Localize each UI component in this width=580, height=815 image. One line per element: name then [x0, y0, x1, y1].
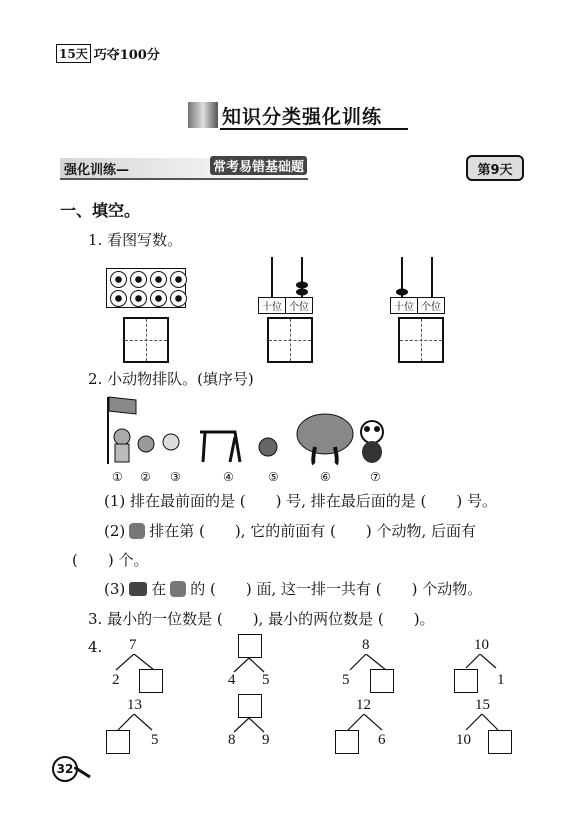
place-value-labels — [390, 297, 445, 314]
tree-branches — [228, 658, 288, 678]
q1-label: 1. 看图写数。 — [88, 231, 183, 249]
tree-top-number: 8 — [362, 637, 370, 653]
position-label: ④ — [223, 470, 234, 484]
answer-box[interactable] — [139, 669, 163, 693]
squirrel-icon — [170, 581, 186, 597]
page-number: 32 — [52, 756, 78, 782]
q2-sub2-text: 排在第 ( ), 它的前面有 ( ) 个动物, 后面有 — [149, 522, 477, 540]
answer-box[interactable] — [238, 694, 262, 718]
answer-box[interactable] — [488, 730, 512, 754]
soccer-ball-icon — [110, 290, 127, 307]
books-icon — [188, 102, 218, 128]
goat-icon — [129, 582, 147, 596]
position-label: ① — [112, 470, 123, 484]
position-label: ⑦ — [370, 470, 381, 484]
soccer-ball-icon — [150, 290, 167, 307]
answer-box[interactable] — [238, 634, 262, 658]
answer-box[interactable] — [454, 669, 478, 693]
answer-grid[interactable] — [123, 317, 169, 363]
brand-days: 15天 — [56, 44, 91, 63]
q2-sub3-index: (3) — [104, 579, 126, 598]
tree-left-number: 2 — [112, 672, 120, 688]
q2-sub2-index: (2) — [104, 521, 126, 540]
soccer-ball-icon — [170, 271, 187, 288]
q2-sub3 — [104, 578, 482, 599]
tree-left-number: 8 — [228, 732, 236, 748]
tree-top-number: 12 — [356, 697, 371, 713]
tree-right-number: 1 — [497, 672, 505, 688]
topic-band — [60, 158, 308, 180]
tree-top-number: 10 — [474, 637, 489, 653]
soccer-ball-icon — [130, 271, 147, 288]
magnifier-handle-icon — [74, 767, 94, 779]
tree-left-number: 5 — [342, 672, 350, 688]
position-label: ② — [140, 470, 151, 484]
squirrel-icon — [129, 523, 145, 539]
answer-box[interactable] — [106, 730, 130, 754]
tree-right-number: 6 — [378, 732, 386, 748]
q2-sub2-cont: ( ) 个。 — [72, 551, 149, 569]
q3-label: 3. 最小的一位数是 ( ), 最小的两位数是 ( )。 — [88, 610, 435, 628]
answer-box[interactable] — [335, 730, 359, 754]
brand-header — [56, 44, 160, 63]
position-label: ③ — [170, 470, 181, 484]
soccer-ball-icon — [150, 271, 167, 288]
position-label: ⑥ — [320, 470, 331, 484]
q4-label: 4. — [88, 638, 103, 656]
soccer-ball-icon — [170, 290, 187, 307]
tree-right-number: 5 — [262, 672, 270, 688]
day-badge: 第9天 — [466, 155, 524, 181]
q2-sub3-in: 在 — [151, 580, 167, 598]
tree-right-number: 9 — [262, 732, 270, 748]
tens-label: 十位 — [259, 298, 286, 313]
q2-sub2 — [104, 520, 476, 541]
answer-grid[interactable] — [398, 317, 444, 363]
tree-left-number: 4 — [228, 672, 236, 688]
tens-label: 十位 — [391, 298, 418, 313]
section-title-block — [188, 102, 406, 128]
ones-label: 个位 — [289, 302, 309, 313]
tree-left-number: 10 — [456, 732, 471, 748]
answer-box[interactable] — [370, 669, 394, 693]
soccer-ball-panel — [106, 268, 186, 308]
brand-title: 巧夺100分 — [93, 48, 160, 63]
tree-top-number: 7 — [129, 637, 137, 653]
soccer-ball-icon — [130, 290, 147, 307]
tree-top-number: 13 — [127, 697, 142, 713]
section-heading: 一、填空。 — [60, 201, 141, 220]
soccer-ball-icon — [110, 271, 127, 288]
tree-right-number: 5 — [151, 732, 159, 748]
ones-label: 个位 — [421, 302, 441, 313]
q2-label: 2. 小动物排队。(填序号) — [88, 370, 254, 388]
q2-sub1: (1) 排在最前面的是 ( ) 号, 排在最后面的是 ( ) 号。 — [104, 492, 498, 510]
animals-queue-illustration — [100, 392, 400, 472]
position-label: ⑤ — [268, 470, 279, 484]
title-underline — [220, 128, 408, 130]
q2-sub3-text: 的 ( ) 面, 这一排一共有 ( ) 个动物。 — [190, 580, 483, 598]
band-topic: 常考易错基础题 — [210, 156, 307, 175]
answer-grid[interactable] — [267, 317, 313, 363]
tree-top-number: 15 — [475, 697, 490, 713]
tree-branches — [228, 718, 288, 738]
page-title: 知识分类强化训练 — [222, 105, 383, 128]
place-value-labels — [258, 297, 313, 314]
band-left-label: 强化训练— — [64, 163, 130, 178]
